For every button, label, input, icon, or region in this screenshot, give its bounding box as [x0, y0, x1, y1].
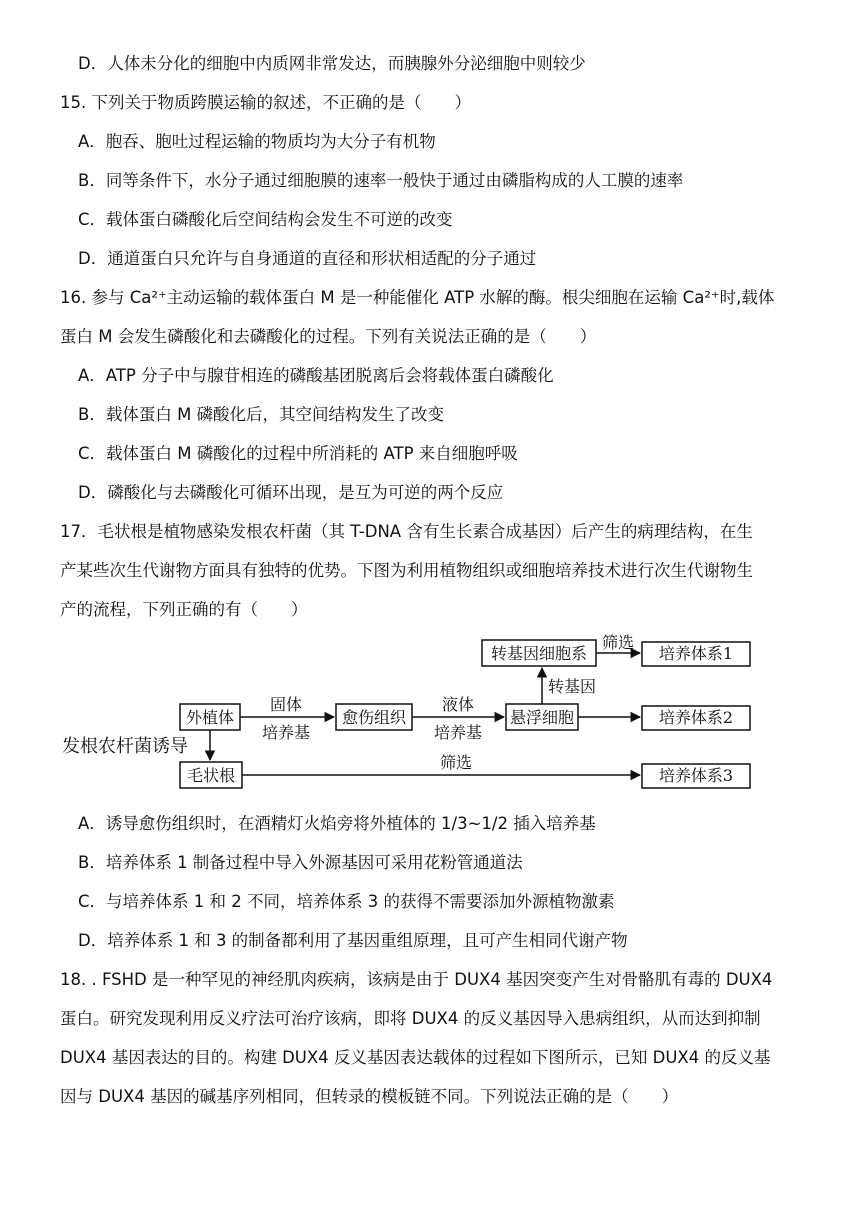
hairy-root-label: 毛状根 — [186, 766, 236, 785]
q18-stem-line2: 蛋白。研究发现利用反义疗法可治疗该病，即将 DUX4 的反义基因导入患病组织，从而达到抑制 — [60, 1009, 761, 1028]
induce-label: 发根农杆菌诱导 — [62, 736, 188, 757]
screen-label-1: 筛选 — [601, 634, 635, 652]
q16-stem-line2: 蛋白 M 会发生磷酸化和去磷酸化的过程。下列有关说法正确的是（ ） — [60, 327, 597, 346]
solid-label-bottom: 培养基 — [261, 723, 311, 742]
screen-label-2: 筛选 — [439, 753, 473, 772]
q16-stem-line1: 16. 参与 Ca²⁺主动运输的载体蛋白 M 是一种能催化 ATP 水解的酶。根尖细胞在运输 Ca²⁺时,载体 — [60, 288, 775, 307]
q17-stem-line1: 17．毛状根是植物感染发根农杆菌（其 T-DNA 含有生长素合成基因）后产生的病理结构，在生 — [60, 522, 753, 541]
q15-option-c: C．载体蛋白磷酸化后空间结构会发生不可逆的改变 — [78, 210, 453, 229]
suspension-label: 悬浮细胞 — [509, 708, 575, 727]
q16-option-d: D．磷酸化与去磷酸化可循环出现，是互为可逆的两个反应 — [78, 483, 504, 502]
q15-option-d: D．通道蛋白只允许与自身通道的直径和形状相适配的分子通过 — [78, 249, 537, 268]
culture-flow-diagram — [60, 634, 780, 794]
transgene-label: 转基因 — [548, 677, 597, 696]
system1-label: 培养体系1 — [658, 644, 734, 663]
q15-stem: 15. 下列关于物质跨膜运输的叙述，不正确的是（ ） — [60, 93, 471, 112]
q16-option-b: B．载体蛋白 M 磷酸化后，其空间结构发生了改变 — [78, 405, 445, 424]
q18-stem-line3: DUX4 基因表达的目的。构建 DUX4 反义基因表达载体的过程如下图所示，已知 DUX4 的反义基 — [60, 1048, 771, 1067]
q14-option-d: D．人体未分化的细胞中内质网非常发达，而胰腺外分泌细胞中则较少 — [78, 54, 586, 73]
system3-label: 培养体系3 — [658, 766, 734, 785]
liquid-label-top: 液体 — [441, 695, 475, 714]
solid-label-top: 固体 — [269, 695, 303, 714]
q15-option-b: B．同等条件下，水分子通过细胞膜的速率一般快于通过由磷脂构成的人工膜的速率 — [78, 171, 684, 190]
q18-stem-line4: 因与 DUX4 基因的碱基序列相同，但转录的模板链不同。下列说法正确的是（ ） — [60, 1087, 679, 1106]
q18-stem-line1: 18. . FSHD 是一种罕见的神经肌肉疾病，该病是由于 DUX4 基因突变产生对骨骼肌有毒的 DUX4 — [60, 970, 773, 989]
q17-option-c: C．与培养体系 1 和 2 不同，培养体系 3 的获得不需要添加外源植物激素 — [78, 892, 615, 911]
q17-stem-line2: 产某些次生代谢物方面具有独特的优势。下图为利用植物组织或细胞培养技术进行次生代谢物生 — [60, 561, 753, 580]
q17-option-b: B．培养体系 1 制备过程中导入外源基因可采用花粉管通道法 — [78, 853, 523, 872]
q16-option-a: A．ATP 分子中与腺苷相连的磷酸基团脱离后会将载体蛋白磷酸化 — [78, 366, 554, 385]
system2-label: 培养体系2 — [658, 708, 734, 727]
explant-label: 外植体 — [185, 708, 235, 727]
q17-stem-line3: 产的流程，下列正确的有（ ） — [60, 600, 308, 619]
liquid-label-bottom: 培养基 — [433, 723, 483, 742]
q17-option-a: A．诱导愈伤组织时，在酒精灯火焰旁将外植体的 1/3~1/2 插入培养基 — [78, 814, 596, 833]
q17-option-d: D．培养体系 1 和 3 的制备都利用了基因重组原理，且可产生相同代谢产物 — [78, 931, 628, 950]
transgenic-label: 转基因细胞系 — [490, 644, 588, 663]
q15-option-a: A．胞吞、胞吐过程运输的物质均为大分子有机物 — [78, 132, 436, 151]
callus-label: 愈伤组织 — [341, 708, 407, 727]
q16-option-c: C．载体蛋白 M 磷酸化的过程中所消耗的 ATP 来自细胞呼吸 — [78, 444, 518, 463]
